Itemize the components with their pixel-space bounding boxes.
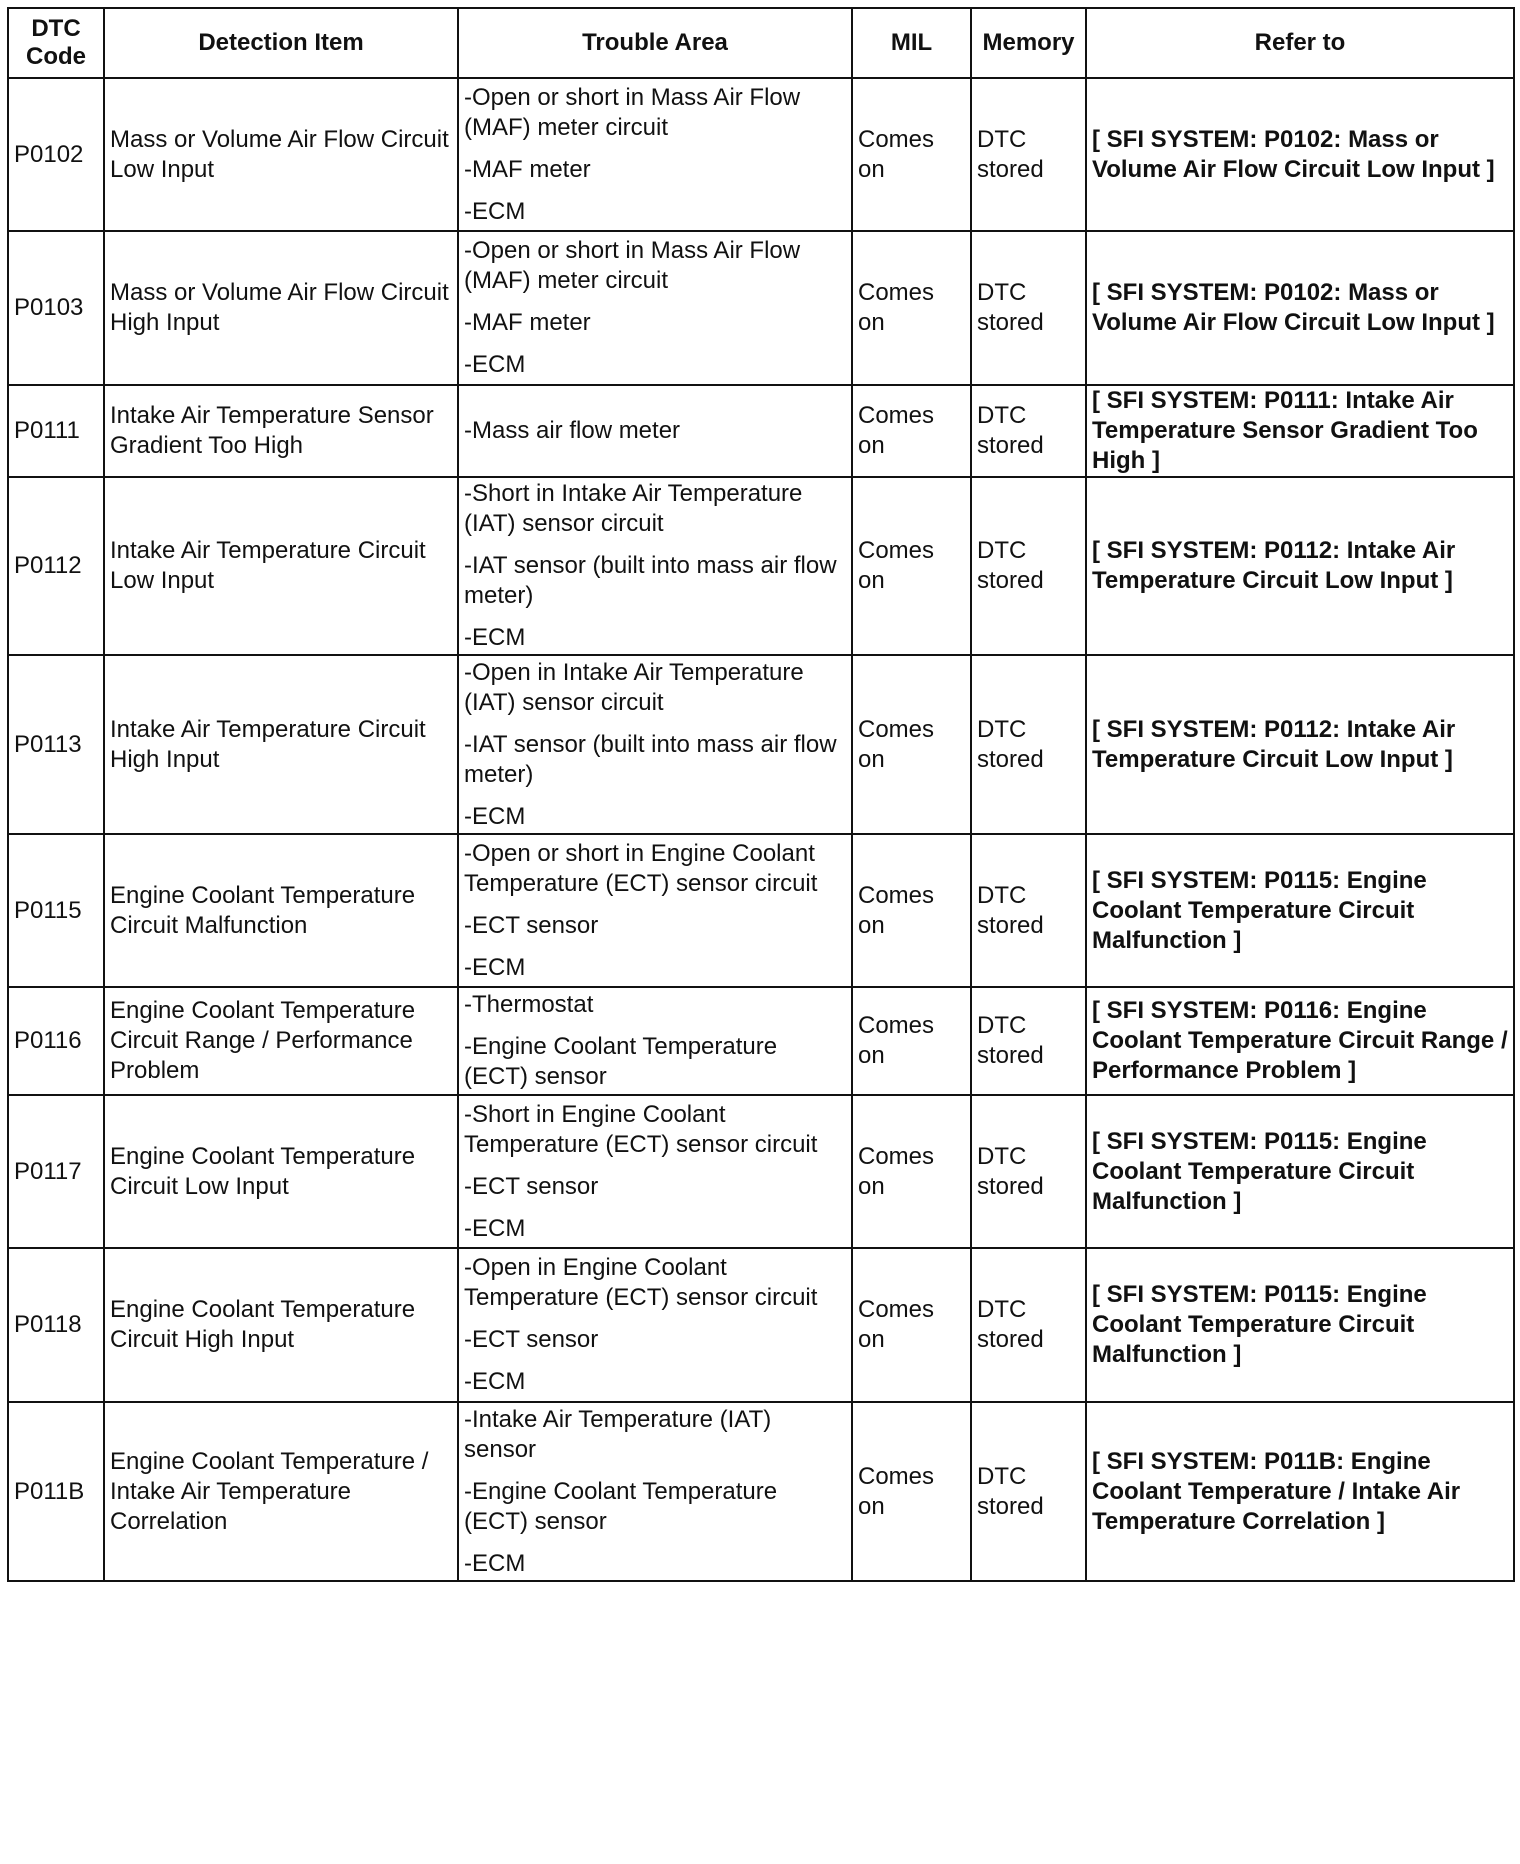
- dtc-code-cell: P0113: [8, 655, 104, 834]
- table-row: [8, 231, 1514, 385]
- mil-cell: Comes on: [852, 231, 971, 385]
- trouble-area-line: -Open or short in Mass Air Flow (MAF) meter circuit: [464, 83, 801, 141]
- dtc-code-cell: P011B: [8, 1402, 104, 1581]
- table-row: [8, 834, 1514, 987]
- trouble-area-line: -ECT sensor: [464, 1172, 599, 1200]
- trouble-area-line: -ECM: [464, 953, 526, 981]
- table-row: [8, 987, 1514, 1095]
- memory-cell: DTC stored: [971, 1095, 1086, 1248]
- trouble-area-cell: [458, 78, 852, 231]
- memory-cell: DTC stored: [971, 834, 1086, 987]
- trouble-area-line: -MAF meter: [464, 155, 591, 183]
- trouble-area-line: -Engine Coolant Temperature (ECT) sensor: [464, 1033, 778, 1090]
- trouble-area-line: -ECM: [464, 624, 526, 651]
- header-row: [8, 8, 1514, 78]
- table-row: [8, 655, 1514, 834]
- trouble-area-line: -Short in Intake Air Temperature (IAT) sensor circuit: [464, 480, 803, 537]
- detection-item-cell: Engine Coolant Temperature Circuit Low Input: [104, 1095, 458, 1248]
- trouble-area-line: -Thermostat: [464, 991, 594, 1018]
- mil-cell: Comes on: [852, 477, 971, 655]
- trouble-area-line: -ECM: [464, 1214, 526, 1242]
- dtc-table-container: [7, 7, 1515, 1582]
- header-dtc-code: DTC Code: [8, 8, 104, 78]
- detection-item-cell: Engine Coolant Temperature Circuit Range / Performance Problem: [104, 987, 458, 1095]
- trouble-area-line: -ECM: [464, 802, 526, 830]
- trouble-area-line: -MAF meter: [464, 309, 591, 336]
- refer-to-cell: [ SFI SYSTEM: P0111: Intake Air Temperature Sensor Gradient Too High ]: [1086, 385, 1514, 477]
- mil-cell: Comes on: [852, 834, 971, 987]
- dtc-table: [7, 7, 1515, 1582]
- dtc-code-cell: P0118: [8, 1248, 104, 1402]
- table-row: [8, 1248, 1514, 1402]
- trouble-area-cell: [458, 477, 852, 655]
- dtc-code-cell: P0103: [8, 231, 104, 385]
- memory-cell: DTC stored: [971, 385, 1086, 477]
- dtc-code-cell: P0116: [8, 987, 104, 1095]
- mil-cell: Comes on: [852, 1402, 971, 1581]
- memory-cell: DTC stored: [971, 477, 1086, 655]
- dtc-code-cell: P0111: [8, 385, 104, 477]
- trouble-area-line: -ECM: [464, 351, 526, 378]
- table-row: [8, 1095, 1514, 1248]
- trouble-area-cell: [458, 1248, 852, 1402]
- trouble-area-line: -Open or short in Engine Coolant Temperature (ECT) sensor circuit: [464, 839, 818, 897]
- mil-cell: Comes on: [852, 655, 971, 834]
- mil-cell: Comes on: [852, 78, 971, 231]
- trouble-area-cell: [458, 834, 852, 987]
- mil-cell: Comes on: [852, 385, 971, 477]
- refer-to-cell: [ SFI SYSTEM: P0116: Engine Coolant Temperature Circuit Range / Performance Problem ]: [1086, 987, 1514, 1095]
- memory-cell: DTC stored: [971, 655, 1086, 834]
- mil-cell: Comes on: [852, 1095, 971, 1248]
- refer-to-cell: [ SFI SYSTEM: P0115: Engine Coolant Temperature Circuit Malfunction ]: [1086, 1095, 1514, 1248]
- trouble-area-line: -ECT sensor: [464, 1326, 599, 1353]
- header-refer-to: Refer to: [1086, 8, 1514, 78]
- trouble-area-line: -IAT sensor (built into mass air flow meter): [464, 552, 837, 609]
- mil-cell: Comes on: [852, 1248, 971, 1402]
- trouble-area-line: -ECM: [464, 1549, 526, 1577]
- trouble-area-cell: [458, 987, 852, 1095]
- trouble-area-line: -Engine Coolant Temperature (ECT) sensor: [464, 1477, 778, 1535]
- table-row: [8, 477, 1514, 655]
- trouble-area-cell: [458, 1402, 852, 1581]
- dtc-code-cell: P0117: [8, 1095, 104, 1248]
- trouble-area-cell: [458, 655, 852, 834]
- trouble-area-line: -ECT sensor: [464, 911, 599, 939]
- memory-cell: DTC stored: [971, 231, 1086, 385]
- table-row: [8, 385, 1514, 477]
- dtc-code-cell: P0112: [8, 477, 104, 655]
- detection-item-cell: Intake Air Temperature Sensor Gradient Too High: [104, 385, 458, 477]
- trouble-area-line: -ECM: [464, 197, 526, 225]
- table-row: [8, 78, 1514, 231]
- header-memory: Memory: [971, 8, 1086, 78]
- memory-cell: DTC stored: [971, 1402, 1086, 1581]
- trouble-area-cell: [458, 231, 852, 385]
- header-trouble-area: Trouble Area: [458, 8, 852, 78]
- dtc-table-body: [8, 78, 1514, 1581]
- detection-item-cell: Engine Coolant Temperature / Intake Air Temperature Correlation: [104, 1402, 458, 1581]
- trouble-area-cell: [458, 385, 852, 477]
- detection-item-cell: Intake Air Temperature Circuit High Input: [104, 655, 458, 834]
- dtc-code-cell: P0102: [8, 78, 104, 231]
- detection-item-cell: Mass or Volume Air Flow Circuit Low Input: [104, 78, 458, 231]
- refer-to-cell: [ SFI SYSTEM: P0102: Mass or Volume Air Flow Circuit Low Input ]: [1086, 231, 1514, 385]
- detection-item-cell: Mass or Volume Air Flow Circuit High Input: [104, 231, 458, 385]
- trouble-area-line: -Open in Engine Coolant Temperature (ECT) sensor circuit: [464, 1254, 818, 1311]
- memory-cell: DTC stored: [971, 78, 1086, 231]
- header-mil: MIL: [852, 8, 971, 78]
- trouble-area-cell: [458, 1095, 852, 1248]
- trouble-area-line: -Mass air flow meter: [464, 417, 681, 444]
- trouble-area-line: -Open in Intake Air Temperature (IAT) sensor circuit: [464, 658, 804, 716]
- trouble-area-line: -ECM: [464, 1368, 526, 1395]
- header-detection-item: Detection Item: [104, 8, 458, 78]
- table-row: [8, 1402, 1514, 1581]
- detection-item-cell: Engine Coolant Temperature Circuit High Input: [104, 1248, 458, 1402]
- memory-cell: DTC stored: [971, 987, 1086, 1095]
- detection-item-cell: Intake Air Temperature Circuit Low Input: [104, 477, 458, 655]
- refer-to-cell: [ SFI SYSTEM: P011B: Engine Coolant Temperature / Intake Air Temperature Correlation ]: [1086, 1402, 1514, 1581]
- refer-to-cell: [ SFI SYSTEM: P0112: Intake Air Temperature Circuit Low Input ]: [1086, 655, 1514, 834]
- trouble-area-line: -Intake Air Temperature (IAT) sensor: [464, 1405, 772, 1463]
- trouble-area-line: -Open or short in Mass Air Flow (MAF) meter circuit: [464, 237, 801, 294]
- trouble-area-line: -Short in Engine Coolant Temperature (ECT) sensor circuit: [464, 1100, 818, 1158]
- detection-item-cell: Engine Coolant Temperature Circuit Malfunction: [104, 834, 458, 987]
- memory-cell: DTC stored: [971, 1248, 1086, 1402]
- dtc-code-cell: P0115: [8, 834, 104, 987]
- mil-cell: Comes on: [852, 987, 971, 1095]
- refer-to-cell: [ SFI SYSTEM: P0115: Engine Coolant Temperature Circuit Malfunction ]: [1086, 834, 1514, 987]
- refer-to-cell: [ SFI SYSTEM: P0102: Mass or Volume Air Flow Circuit Low Input ]: [1086, 78, 1514, 231]
- trouble-area-line: -IAT sensor (built into mass air flow meter): [464, 730, 837, 788]
- refer-to-cell: [ SFI SYSTEM: P0112: Intake Air Temperature Circuit Low Input ]: [1086, 477, 1514, 655]
- refer-to-cell: [ SFI SYSTEM: P0115: Engine Coolant Temperature Circuit Malfunction ]: [1086, 1248, 1514, 1402]
